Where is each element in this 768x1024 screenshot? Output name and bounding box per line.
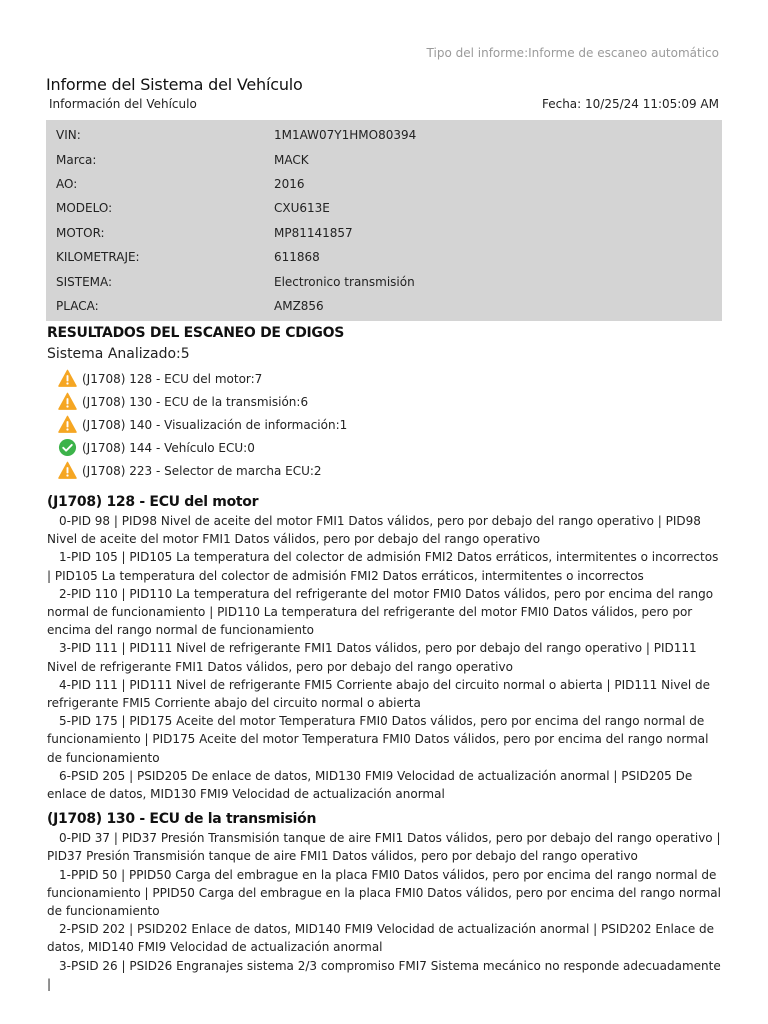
system-item	[58, 436, 347, 459]
system-label: (J1708) 223 - Selector de marcha ECU:2	[82, 463, 322, 478]
systems-analyzed-count: Sistema Analizado:5	[47, 346, 190, 362]
dtc-entry: 0-PID 98 | PID98 Nivel de aceite del motor FMI1 Datos válidos, pero por debajo del rango operativo | PID98 Nivel de aceite del motor FMI1 Datos válidos, pero por debajo del rango operativo	[47, 514, 701, 547]
vehicle-value: CXU613E	[274, 201, 330, 216]
vehicle-row-year	[46, 172, 722, 196]
warning-icon	[58, 392, 77, 411]
dtc-entry: 4-PID 111 | PID111 Nivel de refrigerante FMI5 Corriente abajo del circuito normal o abierta | PID111 Nivel de refrigerante FMI5 Corriente abajo del circuito normal o abierta	[47, 677, 711, 711]
vehicle-info-header	[49, 97, 719, 111]
dtc-section-engine	[47, 492, 722, 803]
vehicle-key: KILOMETRAJE:	[56, 250, 140, 265]
report-date: Fecha: 10/25/24 11:05:09 AM	[541, 97, 719, 111]
dtc-entry: 3-PID 111 | PID111 Nivel de refrigerante FMI1 Datos válidos, pero por debajo del rango operativo | PID111 Nivel de refrigerante FMI1 Datos válidos, pero por debajo del rango operativo	[47, 641, 697, 674]
vehicle-row-model	[46, 196, 722, 220]
vehicle-key: MOTOR:	[56, 225, 105, 240]
vehicle-value: AMZ856	[274, 298, 324, 313]
vehicle-value: 2016	[274, 176, 305, 191]
vehicle-row-vin	[46, 123, 722, 147]
system-label: (J1708) 128 - ECU del motor:7	[82, 371, 263, 386]
warning-icon	[58, 461, 77, 480]
system-item	[58, 459, 347, 482]
dtc-entry: 1-PPID 50 | PPID50 Carga del embrague en la placa FMI0 Datos válidos, pero por encima del rango normal de funcionamiento | PPID50 Carga del embrague en la placa FMI0 Datos válidos, pero por encima del rango normal de funcionamiento	[47, 867, 721, 919]
vehicle-info-table	[46, 120, 722, 321]
system-item	[58, 413, 347, 436]
dtc-entry: 2-PSID 202 | PSID202 Enlace de datos, MID140 FMI9 Velocidad de actualización anormal | PSID202 Enlace de datos, MID140 FMI9 Velocidad de actualización anormal	[47, 922, 715, 955]
vehicle-row-plate	[46, 294, 722, 318]
vehicle-key: SISTEMA:	[56, 274, 113, 289]
vehicle-key: VIN:	[56, 128, 81, 143]
system-item	[58, 390, 347, 413]
system-label: (J1708) 144 - Vehículo ECU:0	[82, 440, 255, 455]
vehicle-info-label: Información del Vehículo	[49, 97, 197, 111]
system-list	[58, 367, 347, 482]
system-label: (J1708) 140 - Visualización de información:1	[82, 417, 348, 432]
warning-icon	[58, 415, 77, 434]
dtc-entry: 1-PID 105 | PID105 La temperatura del colector de admisión FMI2 Datos erráticos, intermitentes o incorrectos | PID105 La temperatura del colector de admisión FMI2 Datos erráticos, intermitentes o incorrectos	[47, 550, 719, 583]
dtc-section-transmission	[47, 809, 722, 993]
vehicle-value: 611868	[274, 250, 320, 265]
vehicle-row-make	[46, 147, 722, 171]
dtc-entry: 2-PID 110 | PID110 La temperatura del refrigerante del motor FMI0 Datos válidos, pero por encima del rango normal de funcionamiento | PID110 La temperatura del refrigerante del motor FMI0 Datos válidos, pero por encima del rango normal de funcionamiento	[47, 586, 714, 638]
page-title: Informe del Sistema del Vehículo	[46, 74, 303, 94]
scan-results-title: RESULTADOS DEL ESCANEO DE CDIGOS	[47, 325, 345, 341]
system-label: (J1708) 130 - ECU de la transmisión:6	[82, 394, 309, 409]
vehicle-value: MACK	[274, 152, 309, 167]
vehicle-value: MP81141857	[274, 225, 353, 240]
dtc-sections	[47, 492, 722, 999]
vehicle-key: MODELO:	[56, 201, 113, 216]
dtc-entry: 5-PID 175 | PID175 Aceite del motor Temperatura FMI0 Datos válidos, pero por encima del rango normal de funcionamiento | PID175 Aceite del motor Temperatura FMI0 Datos válidos, pero por encima del rango normal de funcionamiento	[47, 714, 709, 765]
report-type: Tipo del informe:Informe de escaneo automático	[426, 46, 719, 60]
vehicle-key: PLACA:	[56, 298, 99, 313]
section-title: (J1708) 128 - ECU del motor	[47, 494, 259, 510]
system-item	[58, 367, 347, 390]
check-icon	[58, 438, 77, 457]
vehicle-value: Electronico transmisión	[274, 274, 415, 289]
vehicle-value: 1M1AW07Y1HMO80394	[274, 128, 417, 143]
vehicle-key: AO:	[56, 176, 78, 191]
dtc-entry: 6-PSID 205 | PSID205 De enlace de datos, MID130 FMI9 Velocidad de actualización anormal | PSID205 De enlace de datos, MID130 FMI9 Velocidad de actualización anormal	[47, 768, 693, 802]
vehicle-key: Marca:	[56, 152, 97, 167]
section-title: (J1708) 130 - ECU de la transmisión	[47, 811, 317, 828]
dtc-entry: 3-PSID 26 | PSID26 Engranajes sistema 2/3 compromiso FMI7 Sistema mecánico no responde adecuadamente |	[47, 958, 721, 991]
vehicle-row-mileage	[46, 245, 722, 269]
vehicle-row-engine	[46, 221, 722, 245]
warning-icon	[58, 369, 77, 388]
dtc-entry: 0-PID 37 | PID37 Presión Transmisión tanque de aire FMI1 Datos válidos, pero por debajo del rango operativo | PID37 Presión Transmisión tanque de aire FMI1 Datos válidos, pero por debajo del rango operativo	[47, 831, 721, 864]
vehicle-row-system	[46, 269, 722, 293]
